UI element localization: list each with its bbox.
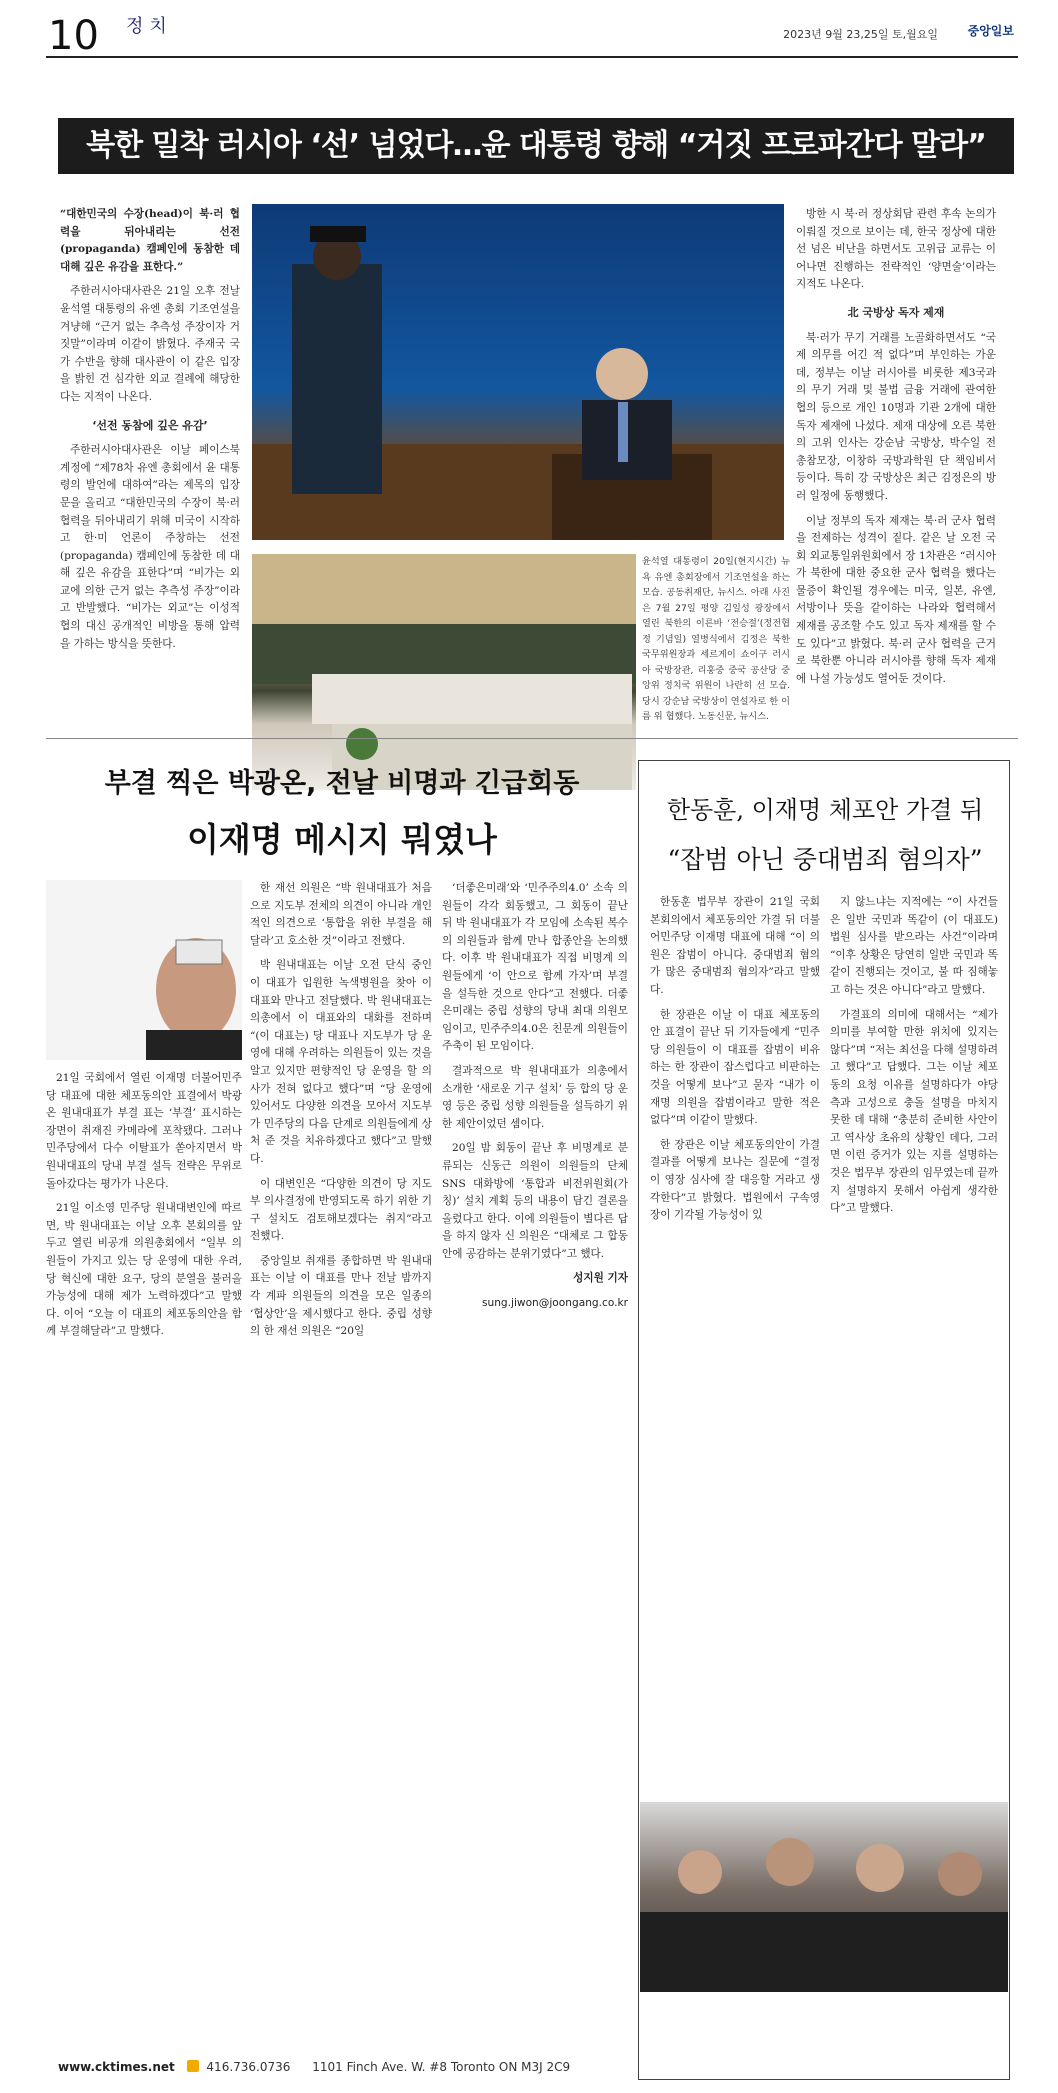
story1-column-5 — [796, 206, 996, 740]
story3-column-2 — [830, 894, 998, 1794]
story2-paragraph: ‘더좋은미래’와 ‘민주주의4.0’ 소속 의원들이 각각 회동했고, 그 회동이 끝난 뒤 박 원내대표가 각 모임에 소속된 복수의 의원들과 함께 만나 합종안을 논의했다. 이후 박 원내대표가 직접 비명계 의원들에게 ‘이 안으로 함께 가자’며 부결을 설득한 것으로 안다”고 전했다. 더좋은미래는 중립 성향의 당내 최대 의원모임이고, 민주주의4.0은 친문계 의원들이 주축이 된 모임이다. — [442, 882, 628, 1053]
story3-paragraph: 한동훈 법무부 장관이 21일 국회 본회의에서 체포동의안 가결 뒤 더불어민주당 이재명 대표에 대해 “이 의원은 잡범이 아니다. 중대범죄 혐의가 많은 중대범죄 혐의자”라고 말했다. — [650, 896, 820, 996]
issue-date: 2023년 9월 23,25일 토,월요일 — [783, 28, 938, 41]
story1-lead: “대한민국의 수장(head)이 북·러 협력을 뒤아내리는 선전(propaganda) 캠페인에 동참한 데 대해 깊은 유감을 표한다.” — [60, 208, 240, 273]
story2-paragraph: 박 원내대표는 이날 오전 단식 중인 이 대표가 입원한 녹색병원을 찾아 이 대표와 만나고 전달했다. 박 원내대표는 의총에서 이 대표와의 대화를 전하며 “(이 대표는) 당 대표나 지도부가 당 운영에 대해 우려하는 의원들이 있는 것을 알고 있지만 편향적인 당 운영을 할 의사가 전혀 없다고 했다”며 “당 운영에 있어서도 다양한 의견을 모아서 지도부가 민주당의 다음 단계로 의원들에게 상처 준 것을 치유하겠다고 했다”고 말했다. — [250, 959, 432, 1165]
header-rule — [46, 56, 1018, 58]
story3-paragraph: 지 않느냐는 지적에는 “이 사건들은 일반 국민과 똑같이 (이 대표도) 법원 심사를 받으라는 사건”이라며 “이후 상황은 당연히 일반 국민과 똑같이 진행되는 것이고, 불 따 짐해놓고 하는 것은 아니다”라고 말했다. — [830, 896, 998, 996]
ballot-hand-illustration — [46, 880, 242, 1060]
press-scrum-illustration — [640, 1802, 1008, 1992]
story1-column-1 — [60, 206, 240, 740]
un-assembly-photo — [252, 204, 784, 540]
story1-subhead: 北 국방상 독자 제재 — [847, 305, 945, 319]
phone-icon — [187, 2060, 199, 2072]
story1-paragraph: 주한러시아대사관은 21일 오후 전날 윤석열 대통령의 유엔 총회 기조연설을 겨냥해 “근거 없는 추측성 주장이자 거짓말”이라며 이같이 밝혔다. 주재국 국가 수반을 향해 대사관이 이 같은 입장을 밝힌 건 심각한 외교 결례에 해당한다는 지적이 나온다. — [60, 285, 240, 403]
story2-paragraph: 중앙일보 취재를 종합하면 박 원내대표는 이날 이 대표를 만나 전날 밤까지 각 계파 의원들의 의견을 모은 일종의 ‘협상안’을 제시했다고 한다. 중립 성향의 한 재선 의원은 “20일 — [250, 1254, 432, 1338]
story3-paragraph: 한 장관은 이날 체포동의안이 가결 결과를 어떻게 보나는 질문에 “결정이 영장 심사에 잘 대응할 거라고 생각한다”고 밝혔다. 법원에서 구속영장이 기각될 가능성이 있 — [650, 1138, 820, 1222]
story1-paragraph: 방한 시 북·러 정상회담 관련 후속 논의가 이뤄질 것으로 보이는 데, 한국 정상에 대한 선 넘은 비난을 하면서도 고위급 교류는 이어나면 진행하는 전략적인 ‘양면술’이라는 지적도 나온다. — [796, 208, 996, 291]
story2-headline-line1: 부결 찍은 박광온, 전날 비명과 긴급회동 — [104, 768, 580, 799]
paper-logo: 중앙일보 — [967, 24, 1014, 38]
story3-paragraph: 한 장관은 이날 이 대표 체포동의안 표결이 끝난 뒤 기자들에게 “민주당 의원들이 이 대표를 잡범이 비유하는 한 장관이 잡스럽다고 비판하는 것을 어떻게 보나”고 묻자 “내가 이재명 의원을 잡범이라고 말한 적은 없다”며 이같이 말했다. — [650, 1008, 820, 1127]
story2-paragraph: 이 대변인은 “다양한 의견이 당 지도부 의사결정에 반영되도록 하기 위한 기구 설치도 검토해보겠다는 취지”라고 전했다. — [250, 1177, 432, 1243]
story3-column-1 — [650, 894, 820, 1794]
story1-headline: 북한 밀착 러시아 ‘선’ 넘었다…윤 대통령 향해 “거짓 프로파간다 말라” — [58, 118, 1014, 174]
story3-headline-line1: 한동훈, 이재명 체포안 가결 뒤 — [666, 796, 984, 824]
story2-paragraph: 결과적으로 박 원내대표가 의총에서 소개한 ‘새로운 기구 설치’ 등 합의 당 운영 등은 중립 성향 의원들을 설득하기 위한 제안이었던 셈이다. — [442, 1064, 628, 1130]
story2-byline: 성지원 기자 — [573, 1272, 628, 1285]
story2-paragraph: 21일 이소영 민주당 원내대변인에 따르면, 박 원내대표는 이날 오후 본회의를 앞두고 열린 비공개 의원총회에서 “일부 의원들이 가지고 있는 당 운영에 대한 우려, 당 혁신에 대한 요구, 당의 분열을 불러올 가능성에 대해 제가 노력하겠다”고 말했다. 이어 “오늘 이 대표의 체포동의안을 함께 부결해달라”고 말했다. — [46, 1202, 242, 1338]
story2-headline-line2: 이재명 메시지 뭐였나 — [187, 820, 497, 859]
story2-paragraph: 20일 밤 회동이 끝난 후 비명계로 분류되는 신동근 의원이 의원들의 단체 SNS 대화방에 ‘통합과 비전위원회(가칭)’ 설치 계획 등의 내용이 담긴 결론을 올렸다고 한다. 이에 의원들이 별다른 답을 하지 않자 신 의원은 “대체로 그 합동안에 공감하는 분위기였다”고 했다. — [442, 1142, 628, 1260]
section-label: 정치 — [126, 16, 173, 37]
story1-paragraph: 북·러가 무기 거래를 노골화하면서도 “국제 의무를 어긴 적 없다”며 부인하는 가운데, 정부는 이날 러시아를 비롯한 제3국과의 무기 거래 및 불법 금융 거래에 관여한 협의 등으로 개인 10명과 기관 2개에 대한 독자 제재에 나섰다. 제재 대상에 오른 북한의 고위 인사는 강순남 국방상, 박수일 전 총참모장, 이창하 국방과학원 단 책임비서 등이다. 특히 강 국방상은 최근 김정은의 방러 일정에 동행했다. — [796, 331, 996, 502]
story2-paragraph: 한 재선 의원은 “박 원내대표가 처음으로 지도부 전체의 의견이 아니라 개인적인 의견으로 ‘통합을 위한 부결을 해달라’고 호소한 것”이라고 전했다. — [250, 882, 432, 947]
story1-subhead: ‘선전 동참에 깊은 유감’ — [92, 418, 208, 432]
un-assembly-illustration — [252, 204, 784, 540]
story2-column-1 — [46, 1070, 242, 2050]
story3-paragraph: 가결표의 의미에 대해서는 “제가 의미를 부여할 만한 위치에 있지는 않다”며 “저는 최선을 다해 설명하려고 했다”고 답했다. 그는 이날 체포 동의 요청 이유를 설명하다가 야당 측과 고성으로 충돌 설명을 마치지 못한 데 대해 “충분히 준비한 사안이고 역사상 초유의 상황인 데다, 그러면 이런 증거가 있는 지를 설명하는 것은 법무부 장관의 임무였는데 끝까지 설명하지 못해서 아쉽게 생각한다”고 말했다. — [830, 1008, 998, 1215]
story2-email[interactable]: sung.jiwon@joongang.co.kr — [481, 1297, 628, 1310]
footer-phone: 416.736.0736 — [206, 2060, 291, 2074]
story2-column-3 — [442, 880, 628, 2050]
footer-website[interactable]: www.cktimes.net — [58, 2060, 175, 2074]
press-scrum-photo — [640, 1802, 1008, 1992]
story1-paragraph: 이날 정부의 독자 제재는 북·러 군사 협력을 전제하는 성격이 짙다. 같은 날 오전 국회 외교통일위원회에서 장 1차관은 “러시아가 북한에 대한 중요한 군사 협력을 했다는 물증이 확인될 경우에는 미국, 일본, 유엔, 서방이나 뜻을 같이하는 나라와 협력해서 제재를 공조할 수도 있고 독자 제재를 할 수도 있다”고 밝혔다. 북·러 군사 협력을 근거로 북한뿐 아니라 러시아를 향해 독자 제재에 나설 가능성도 열어둔 것이다. — [796, 514, 996, 685]
story3-headline-line2: “잡범 아닌 중대범죄 혐의자” — [667, 845, 983, 874]
story1-paragraph: 주한러시아대사관은 이날 페이스북 계정에 “제78차 유엔 총회에서 윤 대통령의 발언에 대하여”라는 제목의 입장문을 올리고 “대한민국의 수장이 북·러 협력을 뒤아내리기 위해 미국이 시작하고 한·미 언론이 주창하는 선전(propaganda) 캠페인에 동참한 데 대해 깊은 유감을 표한다”며 “비가는 외교에 의한 근거 없는 추측성 주장”이라고 반발했다. “비가는 외교”는 이성적 협의 대신 공개적인 비방을 통해 압력을 가하는 방식을 뜻한다. — [60, 444, 240, 650]
section-divider — [46, 738, 1018, 739]
story2-column-2 — [250, 880, 432, 2050]
story2-paragraph: 21일 국회에서 열린 이재명 더불어민주당 대표에 대한 체포동의안 표결에서 박광온 원내대표가 부결 표는 ‘부결’ 표시하는 장면이 취재진 카메라에 포착됐다. 그러나 민주당에서 다수 이탈표가 쏟아지면서 박 원내대표의 당내 부결 설득 전략은 무위로 돌아갔다는 평가가 나온다. — [46, 1072, 242, 1190]
footer-address: 1101 Finch Ave. W. #8 Toronto ON M3J 2C9 — [312, 2060, 571, 2074]
footer — [58, 2060, 570, 2074]
photo-caption: 윤석열 대통령이 20일(현지시간) 뉴욕 유엔 총회장에서 기조연설을 하는 모습. 공동취재단, 뉴시스. 아래 사진은 7월 27일 평양 김일성 광장에서 열린 북한의 이른바 ‘전승절’(정전협정 기념일) 열병식에서 김정은 북한 국무위원장과 세르게이 쇼이구 러시아 국방장관, 리훙중 중국 공산당 중앙위 정치국 위원이 나란히 선 모습. 당시 강순남 국방상이 연설자로 한 이름 위 협했다. 노동신문, 뉴시스. — [642, 556, 790, 722]
parade-photo — [252, 554, 636, 790]
page-number: 10 — [48, 13, 99, 59]
parade-illustration — [252, 554, 636, 790]
ballot-hand-photo — [46, 880, 242, 1060]
